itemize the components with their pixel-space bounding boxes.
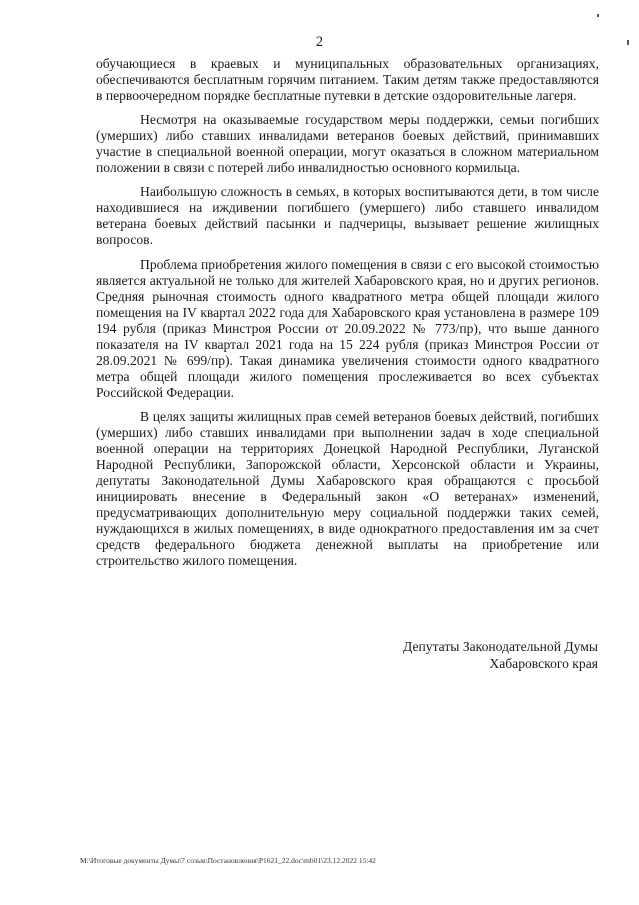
- signature-line: Хабаровского края: [489, 656, 598, 671]
- page-number: 2: [315, 34, 324, 50]
- paragraph: Проблема приобретения жилого помещения в связи с его высокой стоимостью является актуальной не только для жителей Хабаровского края, но и других регионов. Средняя рыночная стоимость одного квадратного метра общей площади жилого помещения на IV квартал 2022 года для Хабаровского края установлена в размере 109 194 рубля (приказ Минстроя России от 20.09.2022 № 773/пр), что выше данного показателя на IV квартал 2021 года на 15 224 рубля (приказ Минстроя России от 28.09.2021 № 699/пр). Такая динамика увеличения стоимости одного квадратного метра общей площади жилого помещения прослеживается во всех субъектах Российской Федерации.: [96, 256, 599, 400]
- footer-file-path: M:\Итоговые документы Думы\7 созыв\Постановления\P1621_22.doc\mb01\23.12.2022 15:42: [80, 856, 376, 865]
- scan-speck: [597, 14, 599, 17]
- signature-line: Депутаты Законодательной Думы: [403, 639, 598, 654]
- paragraph: В целях защиты жилищных прав семей ветеранов боевых действий, погибших (умерших) либо ставших инвалидами при выполнении задач в ходе специальной военной операции на территориях Донецкой Народной Республики, Луганской Народной Республики, Запорожской области, Херсонской области и Украины, депутаты Законодательной Думы Хабаровского края обращаются с просьбой инициировать внесение в Федеральный закон «О ветеранах» изменений, предусматривающих дополнительную меру социальной поддержки таких семей, нуждающихся в жилых помещениях, в виде однократного предоставления им за счет средств федерального бюджета денежной выплаты на приобретение или строительство жилого помещения.: [96, 408, 599, 569]
- signature-block: [403, 638, 598, 672]
- paragraph: обучающиеся в краевых и муниципальных образовательных организациях, обеспечиваются бесплатным горячим питанием. Таким детям также предоставляются в первоочередном порядке бесплатные путевки в детские оздоровительные лагеря.: [96, 56, 599, 104]
- paragraph: Наибольшую сложность в семьях, в которых воспитываются дети, в том числе находившиеся на иждивении погибшего (умершего) либо ставшего инвалидом ветерана боевых действий пасынки и падчерицы, вызывает решение жилищных вопросов.: [96, 184, 599, 248]
- letter-body: [96, 56, 599, 577]
- paragraph: Несмотря на оказываемые государством меры поддержки, семьи погибших (умерших) либо ставших инвалидами ветеранов боевых действий, принимавших участие в специальной военной операции, могут оказаться в сложном материальном положении в связи с потерей либо инвалидностью основного кормильца.: [96, 112, 599, 176]
